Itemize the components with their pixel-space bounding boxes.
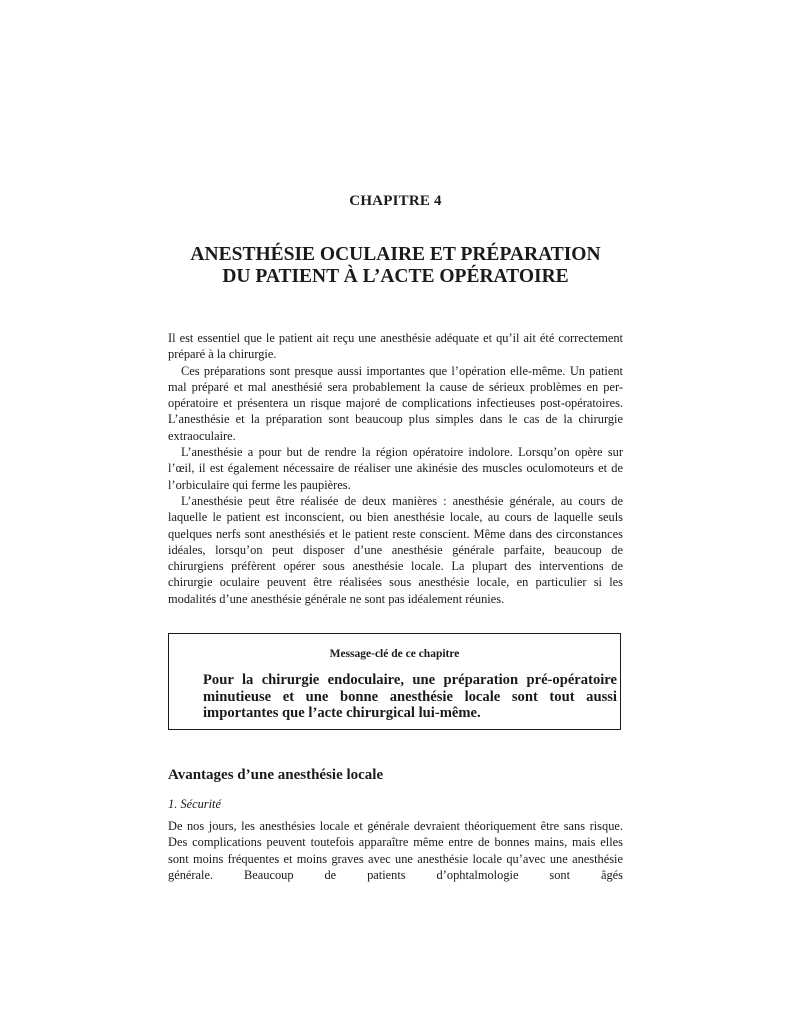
- chapter-title: [148, 244, 643, 288]
- key-message-box: [168, 633, 621, 730]
- chapter-label: CHAPITRE 4: [349, 193, 442, 209]
- intro-paragraph-2: Ces préparations sont presque aussi importantes que l’opération elle-même. Un patient mal préparé et mal anesthésié sera probablement la cause de sérieux problèmes en per-opératoire et présentera un risque majoré de complications infectieuses post-opératoires. L’anesthésie et la préparation sont beaucoup plus simples dans le cas de la chirurgie extraoculaire.: [168, 363, 623, 443]
- section-text: [168, 818, 623, 883]
- intro-paragraph-1: Il est essentiel que le patient ait reçu une anesthésie adéquate et qu’il ait été correctement préparé à la chirurgie.: [168, 331, 623, 362]
- intro-paragraph-4: L’anesthésie peut être réalisée de deux manières : anesthésie générale, au cours de laquelle le patient est inconscient, ou bien anesthésie locale, au cours de laquelle seuls quelques nerfs sont anesthésiés et le patient reste conscient. Même dans des circonstances idéales, lorsqu’on peut disposer d’une anesthésie générale parfaite, beaucoup de chirurgiens préfèrent opérer sous anesthésie locale. La plupart des interventions de chirurgie oculaire peuvent être réalisées sous anesthésie locale, en particulier si les modalités d’une anesthésie générale ne sont pas idéalement réunies.: [168, 493, 623, 606]
- section-heading: Avantages d’une anesthésie locale: [168, 767, 384, 783]
- chapter-title-line-2: DU PATIENT À L’ACTE OPÉRATOIRE: [222, 266, 569, 287]
- section-paragraph: De nos jours, les anesthésies locale et générale devraient théoriquement être sans risque. Des complications peuvent toutefois apparaître même entre de bonnes mains, mais elles sont moins fréquentes et moins graves avec une anesthésie locale qu’avec une anesthésie générale. Beaucoup de patients d’ophtalmologie sont âgés: [168, 819, 623, 882]
- key-message-title: Message-clé de ce chapitre: [329, 648, 460, 660]
- intro-text: [168, 330, 623, 607]
- key-message-text: Pour la chirurgie endoculaire, une préparation pré-opératoire minutieuse et une bonne anesthésie locale sont tout aussi importantes que l’acte chirurgical lui-même.: [203, 672, 617, 721]
- chapter-title-line-1: ANESTHÉSIE OCULAIRE ET PRÉPARATION: [190, 244, 601, 265]
- intro-paragraph-3: L’anesthésie a pour but de rendre la région opératoire indolore. Lorsqu’on opère sur l’œil, il est également nécessaire de réaliser une akinésie des muscles oculomoteurs et de l’orbiculaire qui ferme les paupières.: [168, 445, 623, 492]
- subsection-heading: 1. Sécurité: [168, 797, 221, 811]
